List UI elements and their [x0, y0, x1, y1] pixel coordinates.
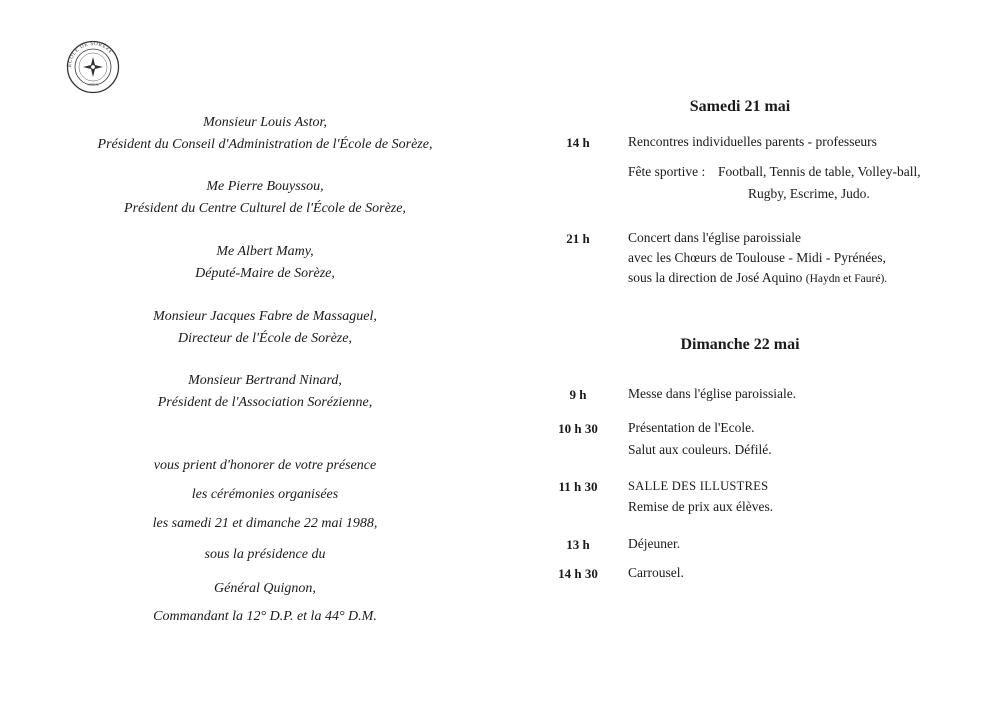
host-2-name: Me Pierre Bouyssou, [206, 179, 324, 194]
event-sat-3-line-1: Concert dans l'église paroissiale [628, 230, 802, 245]
invitation-line-3: les samedi 21 et dimanche 22 mai 1988, [152, 516, 378, 531]
sunday-title: Dimanche 22 mai [680, 336, 800, 353]
event-time-sun-5: 14 h 30 [558, 566, 598, 581]
host-5-name: Monsieur Bertrand Ninard, [188, 373, 342, 388]
host-3-name: Me Albert Mamy, [216, 244, 314, 259]
invitation-line-5: Général Quignon, [214, 581, 316, 596]
event-sun-5: Carrousel. [628, 565, 684, 580]
event-sun-2-line-2: Salut aux couleurs. Défilé. [628, 442, 772, 457]
host-3-title: Député-Maire de Sorèze, [195, 266, 335, 281]
invitation-line-1: vous prient d'honorer de votre présence [153, 458, 377, 473]
seal-ring-text: ÉCOLE DE SORÈZE [66, 40, 114, 68]
saturday-title: Samedi 21 mai [689, 98, 791, 115]
event-time-sun-3: 11 h 30 [558, 479, 598, 494]
event-time-sat-3: 21 h [566, 231, 590, 246]
event-sat-3-note: (Haydn et Fauré). [805, 273, 888, 285]
host-1 [60, 112, 470, 156]
event-sun-3-line-1: SALLE DES ILLUSTRES [628, 479, 769, 493]
seal-center-text: SORÈZE [86, 82, 100, 87]
invitation-line-2: les cérémonies organisées [191, 487, 339, 502]
event-sun-4: Déjeuner. [628, 536, 681, 551]
event-sun-3-line-2: Remise de prix aux élèves. [628, 499, 774, 514]
school-seal-icon [66, 40, 120, 94]
event-time-sun-1: 9 h [569, 387, 587, 402]
event-sat-2-line-1: Football, Tennis de table, Volley-ball, [718, 164, 921, 179]
event-sat-3-line-2: avec les Chœurs de Toulouse - Midi - Pyrénées, [628, 250, 886, 265]
invitation-line-4: sous la présidence du [204, 547, 326, 562]
event-sat-2-line-2: Rugby, Escrime, Judo. [748, 186, 870, 201]
host-1-name: Monsieur Louis Astor, [203, 115, 327, 130]
invitation-line-6: Commandant la 12° D.P. et la 44° D.M. [153, 609, 377, 624]
event-time-sun-4: 13 h [566, 537, 590, 552]
event-sat-2-label: Fête sportive : [628, 164, 706, 179]
event-time-sat-1: 14 h [566, 135, 590, 150]
event-sat-1: Rencontres individuelles parents - professeurs [628, 134, 877, 149]
host-5-title: Président de l'Association Sorézienne, [157, 395, 373, 410]
event-time-sun-2: 10 h 30 [558, 421, 598, 436]
host-1-title: Président du Conseil d'Administration de l'École de Sorèze, [97, 137, 433, 152]
host-3 [60, 241, 470, 285]
host-4-title: Directeur de l'École de Sorèze, [178, 331, 352, 346]
event-sat-3-line-3-text: sous la direction de José Aquino [628, 270, 803, 285]
host-4-name: Monsieur Jacques Fabre de Massaguel, [153, 309, 377, 324]
event-sat-3-line-3 [628, 268, 887, 289]
host-2 [60, 176, 470, 220]
host-2-title: Président du Centre Culturel de l'École de Sorèze, [124, 201, 406, 216]
event-sun-1: Messe dans l'église paroissiale. [628, 386, 797, 401]
event-sun-2-line-1: Présentation de l'Ecole. [628, 420, 755, 435]
host-4 [60, 306, 470, 350]
host-5 [60, 370, 470, 414]
